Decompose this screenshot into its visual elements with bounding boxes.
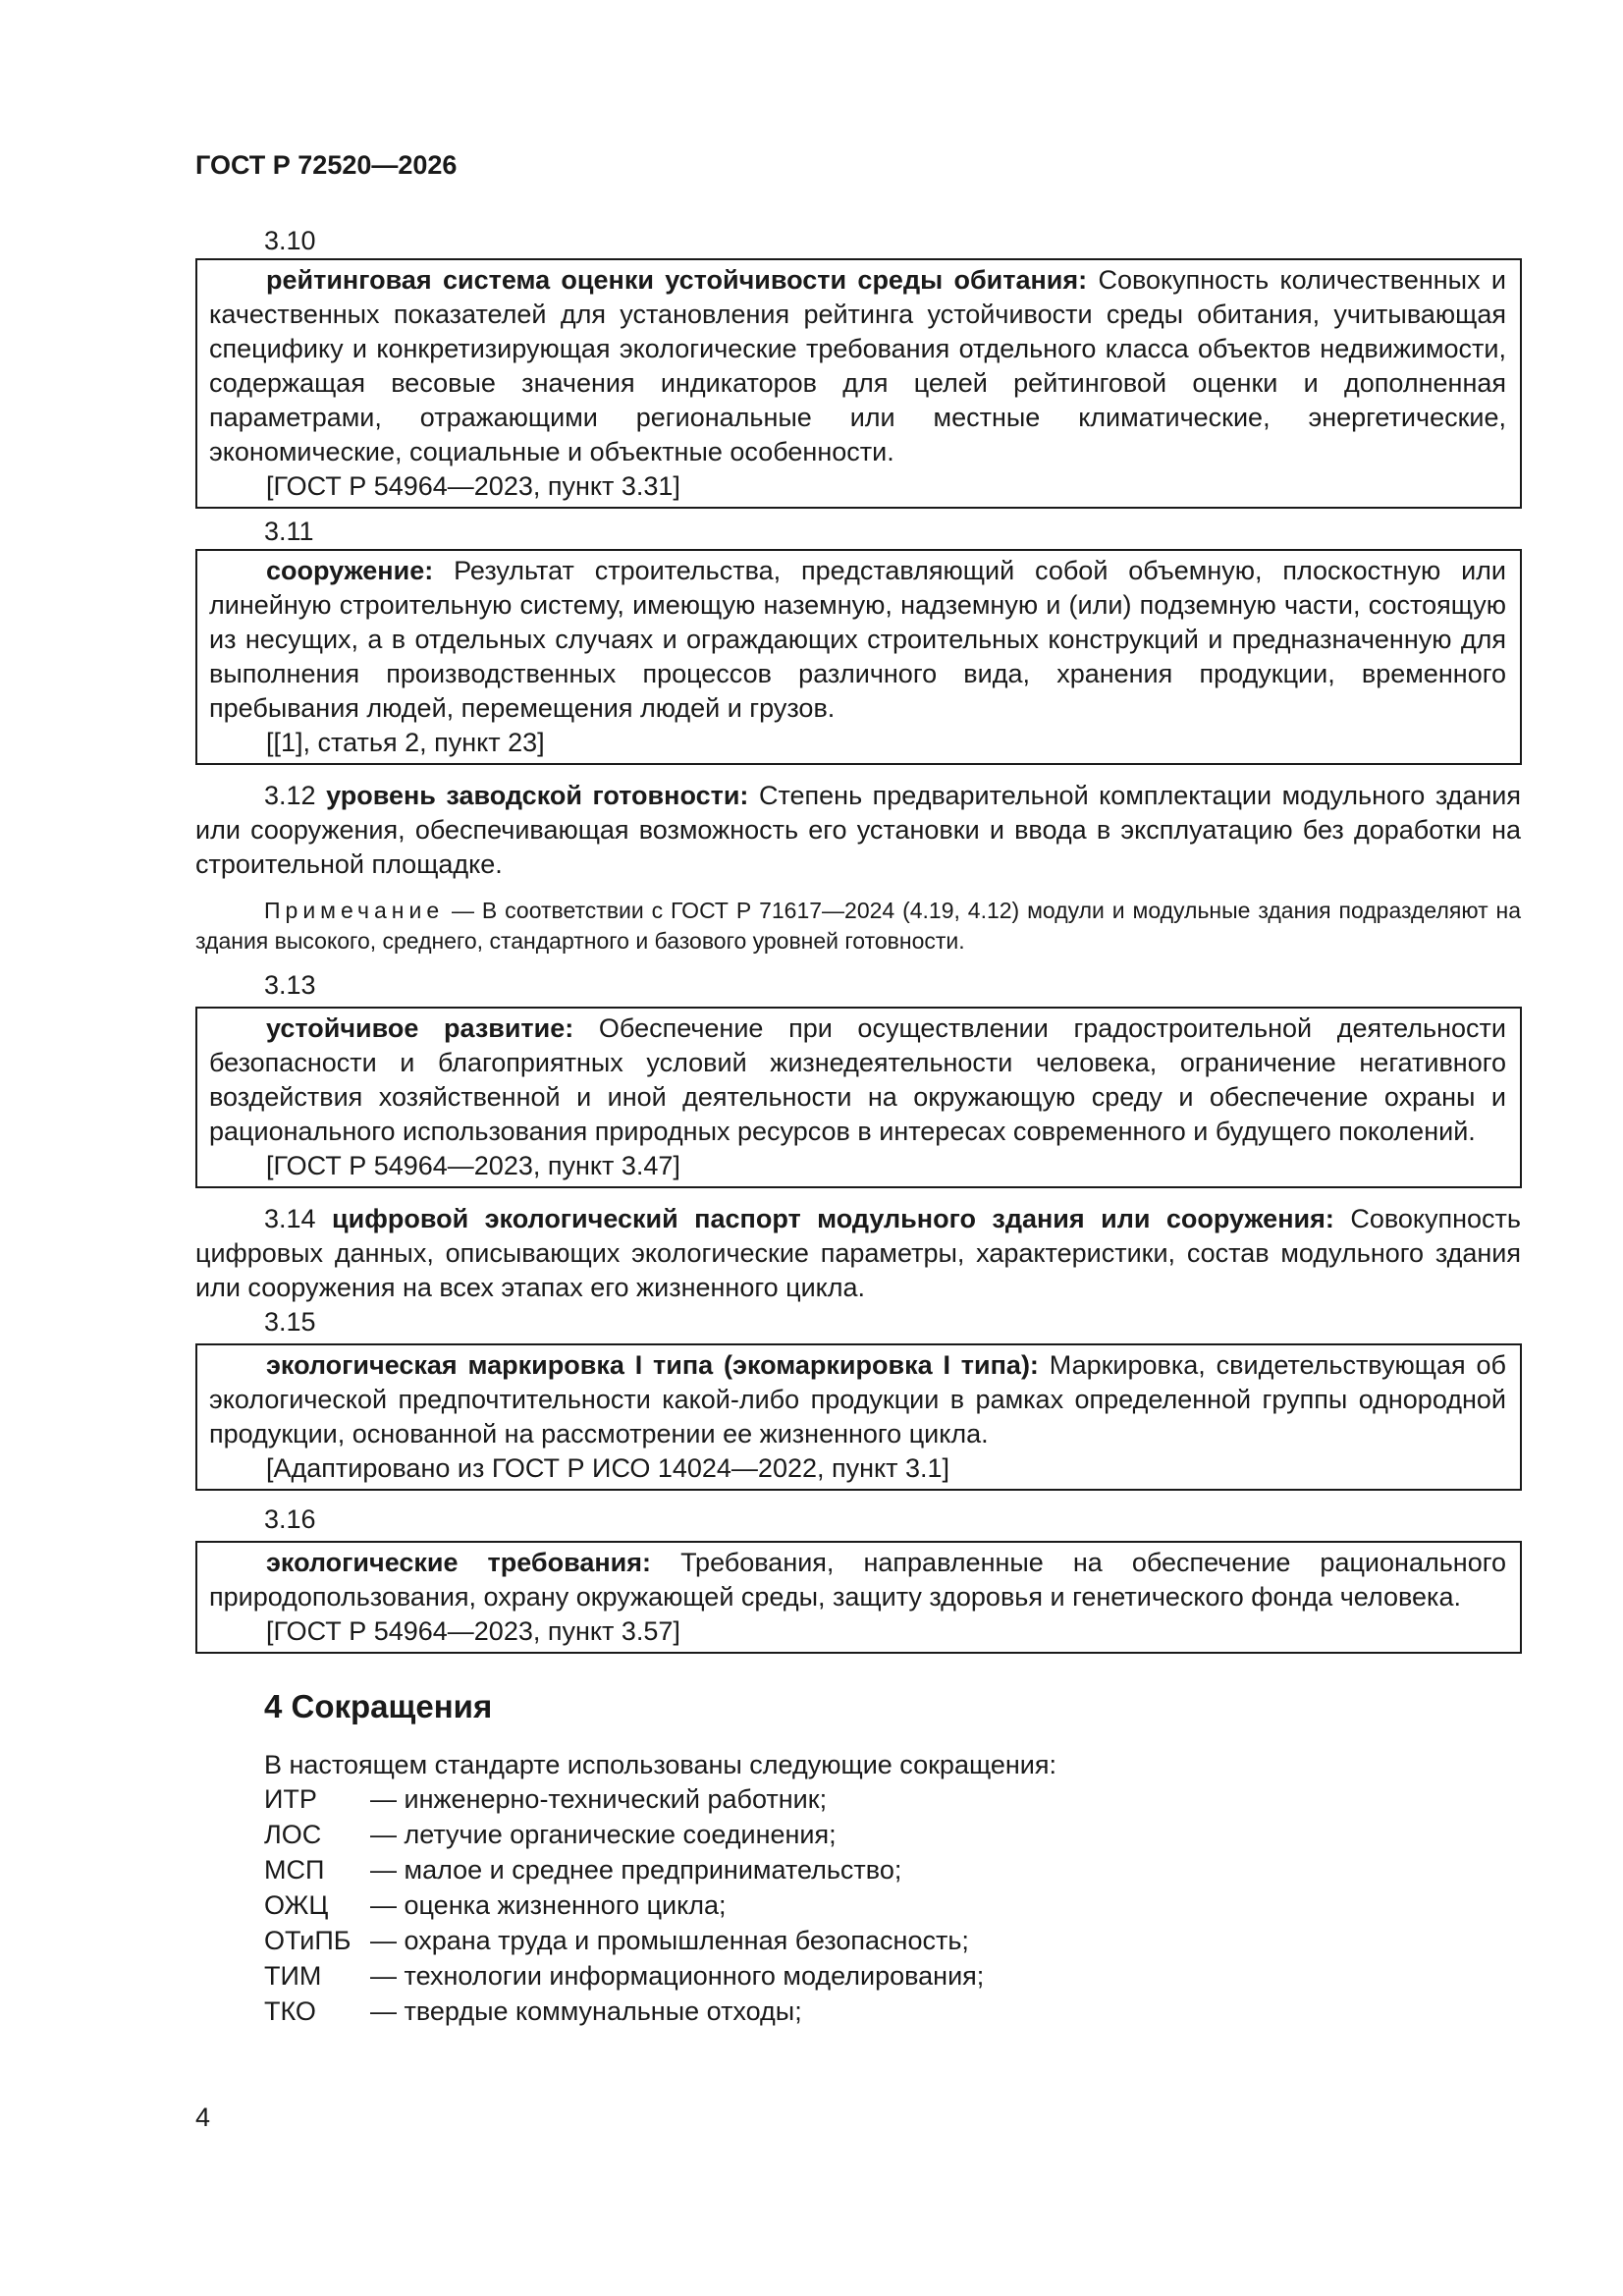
term-number: 3.16 [264,1504,316,1534]
abbreviation-code: ОЖЦ [264,1890,329,1920]
abbreviation-description: — охрана труда и промышленная безопасность; [370,1926,969,1955]
term-source: [ГОСТ Р 54964—2023, пункт 3.47] [266,1151,680,1180]
abbreviation-description: — оценка жизненного цикла; [370,1890,727,1920]
abbreviation-description: — инженерно-технический работник; [370,1784,828,1814]
note-text: — В соответствии с ГОСТ Р 71617—2024 (4.19, 4.12) модули и модульные здания подразделяют на здания высокого, среднего, стандартного и базового уровней готовности. [195,898,1521,954]
term-number: 3.15 [264,1307,316,1337]
term-box [195,1007,1522,1188]
document-code-header: ГОСТ Р 72520—2026 [195,150,458,180]
term-number: 3.14 [264,1204,316,1233]
term-number: 3.11 [264,517,314,546]
abbreviation-item [195,1995,1521,2030]
abbreviation-item [195,1818,1521,1853]
abbreviation-code: ИТР [264,1784,317,1814]
term-number: 3.13 [264,970,316,1000]
term-name: сооружение: [266,556,434,585]
term-paragraph [195,779,1521,882]
term-number: 3.12 [264,781,316,810]
term-definition [209,1348,1506,1451]
term-source: [[1], статья 2, пункт 23] [266,728,545,757]
term-box [195,1343,1522,1491]
abbreviation-description: — летучие органические соединения; [370,1820,837,1849]
abbreviation-code: ОТиПБ [264,1926,352,1955]
note-label: Примечание [264,898,445,923]
term-name: экологические требования: [266,1548,652,1577]
term-definition-text: Совокупность количественных и качественных показателей для установления рейтинга устойчивости среды обитания, учитывающая специфику и конкретизирующая экологические требования отдельного класса объектов недвижимости, содержащая весовые значения индикаторов для целей рейтинговой оценки и дополненная параметрами, отражающими региональные или местные климатические, энергетические, экономические, социальные и объектные особенности. [209,265,1506,466]
abbreviation-item [195,1924,1521,1959]
term-number: 3.10 [264,226,316,255]
term-definition [209,263,1506,469]
term-source: [ГОСТ Р 54964—2023, пункт 3.31] [266,471,680,501]
term-definition [209,1011,1506,1149]
section-intro: В настоящем стандарте использованы следующие сокращения: [264,1750,1057,1779]
abbreviation-code: ТИМ [264,1961,322,1991]
page-content [195,224,1521,2030]
abbreviation-description: — твердые коммунальные отходы; [370,1996,802,2026]
term-definition-text: Маркировка, свидетельствующая об экологической предпочтительности какой-либо продукции в рамках определенной группы однородной продукции, основанной на рассмотрении ее жизненного цикла. [209,1350,1506,1449]
abbreviation-item [195,1782,1521,1818]
term-definition-text: Степень предварительной комплектации модульного здания или сооружения, обеспечивающая возможность его установки и ввода в эксплуатацию без доработки на строительной площадке. [195,781,1521,879]
abbreviation-code: МСП [264,1855,325,1885]
term-box [195,1541,1522,1654]
abbreviation-code: ТКО [264,1996,316,2026]
abbreviation-item [195,1888,1521,1924]
term-definition-text: Обеспечение при осуществлении градостроительной деятельности безопасности и благоприятных условий жизнедеятельности человека, ограничение негативного воздействия хозяйственной и иной деятельности на окружающую среду и обеспечение охраны и рационального использования природных ресурсов в интересах современного и будущего поколений. [209,1013,1507,1146]
section-title: 4 Сокращения [264,1688,493,1724]
term-source: [ГОСТ Р 54964—2023, пункт 3.57] [266,1616,680,1646]
abbreviation-item [195,1959,1521,1995]
abbreviation-description: — малое и среднее предпринимательство; [370,1855,902,1885]
abbreviation-list [195,1782,1521,2030]
page-number: 4 [195,2103,211,2132]
term-box [195,549,1522,765]
term-name: цифровой экологический паспорт модульного здания или сооружения: [332,1204,1334,1233]
term-note [195,896,1521,957]
term-definition-text: Требования, направленные на обеспечение рационального природопользования, охрану окружающей среды, защиту здоровья и генетического фонда человека. [209,1548,1506,1612]
term-definition-text: Совокупность цифровых данных, описывающих экологические параметры, характеристики, состав модульного здания или сооружения на всех этапах его жизненного цикла. [195,1204,1521,1302]
term-name: экологическая маркировка I типа (экомаркировка I типа): [266,1350,1039,1380]
abbreviation-code: ЛОС [264,1820,322,1849]
term-name: рейтинговая система оценки устойчивости среды обитания: [266,265,1088,295]
term-definition [209,1546,1506,1614]
term-name: уровень заводской готовности: [326,781,749,810]
abbreviation-item [195,1853,1521,1888]
term-paragraph [195,1202,1521,1305]
term-source: [Адаптировано из ГОСТ Р ИСО 14024—2022, пункт 3.1] [266,1453,950,1483]
term-box [195,258,1522,509]
term-definition [195,779,1521,882]
term-definition [195,1202,1521,1305]
term-definition-text: Результат строительства, представляющий собой объемную, плоскостную или линейную строительную систему, имеющую наземную, надземную и (или) подземную части, состоящую из несущих, а в отдельных случаях и ограждающих строительных конструкций и предназначенную для выполнения производственных процессов различного вида, хранения продукции, временного пребывания людей, перемещения людей и грузов. [209,556,1506,723]
term-name: устойчивое развитие: [266,1013,574,1043]
abbreviation-description: — технологии информационного моделирования; [370,1961,985,1991]
term-definition [209,554,1506,726]
